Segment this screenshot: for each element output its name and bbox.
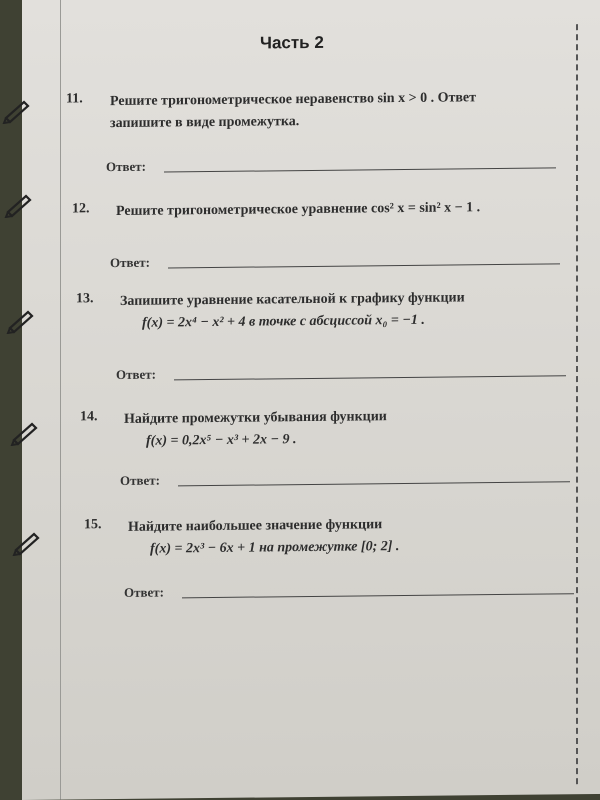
task-14 [80, 404, 550, 453]
pencil-icon [10, 418, 40, 446]
task-number: 15. [84, 517, 102, 533]
task-number: 14. [80, 409, 98, 425]
answer-label: Ответ: [116, 366, 157, 383]
answer-label: Ответ: [120, 472, 161, 488]
task-formula: f(x) = 2x⁴ − x² + 4 в точке с абсциссой x₀ = −1 . [142, 312, 425, 331]
task-text: Запишите уравнение касательной к графику функции [120, 290, 465, 309]
task-formula: f(x) = 2x³ − 6x + 1 на промежутке [0; 2] . [150, 539, 400, 557]
answer-line [168, 263, 560, 268]
page-title: Часть 2 [260, 32, 324, 53]
answer-field-14[interactable] [120, 468, 580, 489]
answer-field-11[interactable] [106, 154, 566, 175]
task-text: Решите тригонометрическое уравнение cos² x = sin² x − 1 . [116, 200, 481, 220]
answer-field-15[interactable] [124, 580, 584, 601]
pencil-icon [4, 190, 34, 218]
task-text: Найдите наибольшее значение функции [128, 517, 383, 535]
answer-line [178, 481, 570, 486]
pencil-icon [2, 96, 32, 124]
dashed-cut-line [576, 24, 578, 784]
margin-line [60, 0, 61, 800]
task-formula: f(x) = 0,2x⁵ − x³ + 2x − 9 . [146, 432, 297, 449]
task-12 [72, 197, 542, 224]
task-11 [66, 87, 536, 136]
task-15 [84, 512, 554, 561]
pencil-icon [6, 306, 36, 334]
answer-label: Ответ: [124, 584, 165, 600]
answer-field-12[interactable] [110, 250, 570, 271]
task-number: 11. [66, 91, 83, 107]
task-number: 13. [76, 291, 94, 307]
task-text: Решите тригонометрическое неравенство sin x > 0 . Ответ запишите в виде промежутка. [110, 90, 476, 132]
answer-line [182, 593, 574, 598]
task-13 [76, 287, 546, 336]
task-number: 12. [72, 201, 90, 217]
answer-label: Ответ: [106, 158, 147, 175]
answer-field-13[interactable] [116, 362, 576, 383]
answer-line [174, 375, 566, 380]
worksheet-page [22, 0, 600, 800]
task-text: Найдите промежутки убывания функции [124, 409, 387, 427]
answer-line [164, 167, 556, 172]
pencil-icon [12, 528, 42, 556]
answer-label: Ответ: [110, 254, 151, 271]
